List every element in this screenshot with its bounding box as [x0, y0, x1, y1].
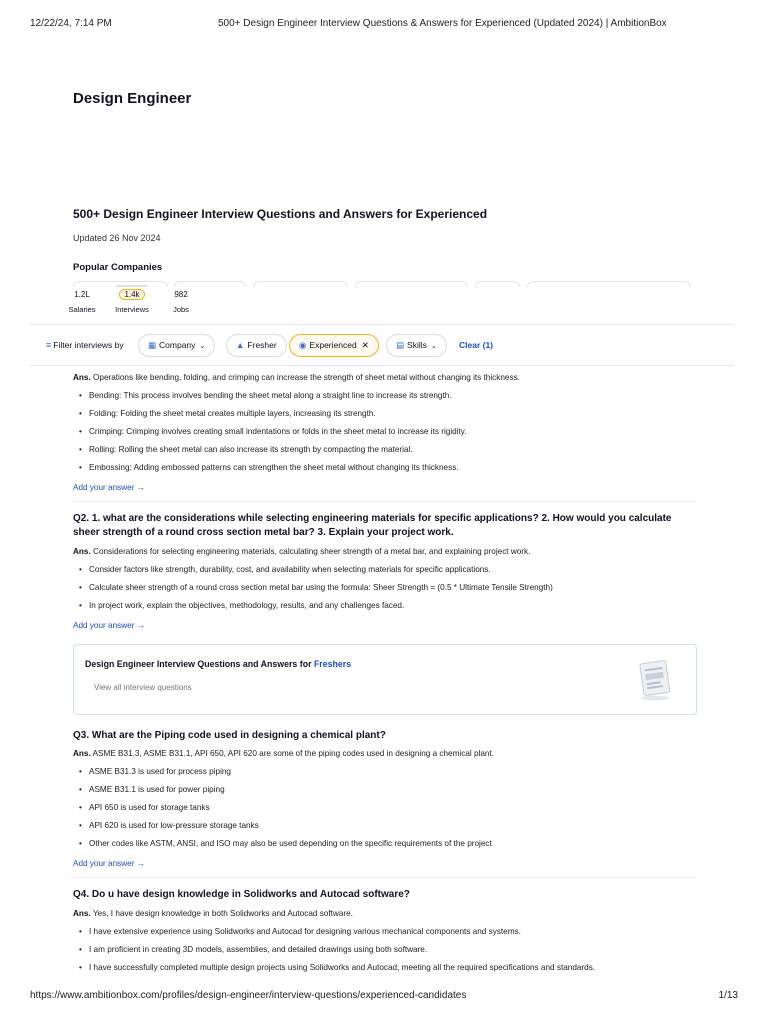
list-item: • ASME B31.3 is used for process piping [79, 766, 697, 778]
company-card[interactable] [355, 281, 468, 287]
page-heading: Design Engineer [73, 90, 192, 107]
answer-summary: Ans. Considerations for selecting engineering materials, calculating sheer strength of a metal bar, and explaining project work. [73, 547, 531, 556]
list-item: • In project work, explain the objectives, methodology, results, and any challenges faced. [79, 600, 697, 612]
list-item: • Crimping: Crimping involves creating small indentations or folds in the sheet metal to increase its rigidity. [79, 426, 697, 438]
list-item: • Calculate sheer strength of a round cross section metal bar using the formula: Sheer Strength = (0.5 * Ultimate Tensile Strength) [79, 582, 697, 594]
list-item: • I have successfully completed multiple design projects using Solidworks and Autocad, meeting all the required specifications and standards. [79, 962, 697, 974]
page-number: 1/13 [718, 990, 738, 1001]
company-card[interactable] [253, 281, 348, 287]
popular-companies-heading: Popular Companies [73, 262, 163, 273]
filter-label: ≡ Filter interviews by [46, 340, 124, 350]
answer-summary: Ans. Yes, I have design knowledge in both Solidworks and Autocad software. [73, 909, 353, 918]
divider [73, 501, 697, 502]
page-title: 500+ Design Engineer Interview Questions and Answers for Experienced [73, 207, 488, 221]
salaries-count: 1.2L [74, 290, 90, 299]
answer-points [79, 564, 697, 612]
tab-label: Salaries [68, 305, 96, 314]
question-title[interactable]: Q4. Do u have design knowledge in Solidworks and Autocad software? [73, 889, 410, 900]
company-card[interactable] [527, 281, 691, 287]
questions-list [73, 372, 697, 974]
tab-label: Interviews [115, 305, 149, 314]
list-item: • I have extensive experience using Solidworks and Autocad for designing various mechanical components and systems. [79, 926, 697, 938]
question-card-1 [73, 372, 697, 492]
interviews-count: 1.4k [119, 289, 144, 300]
fresher-filter-chip[interactable]: ▲ Fresher [226, 334, 287, 357]
building-icon: ▦ [148, 340, 157, 350]
clear-filters-button[interactable]: Clear (1) [459, 340, 494, 350]
print-url: https://www.ambitionbox.com/profiles/design-engineer/interview-questions/experienced-candidates [30, 990, 467, 1001]
freshers-promo-card[interactable] [73, 644, 697, 715]
chevron-down-icon: ⌄ [430, 343, 437, 350]
add-answer-link[interactable]: Add your answer → [73, 483, 145, 492]
print-footer [30, 990, 738, 1004]
graduation-cap-icon: ▲ [236, 340, 245, 350]
company-card[interactable] [475, 281, 520, 287]
document-icon: ▤ [396, 340, 405, 350]
answer-summary: Ans. ASME B31.3, ASME B31.1, API 650, API 620 are some of the piping codes used in designing a chemical plant. [73, 749, 495, 758]
question-title[interactable]: Q2. 1. what are the considerations while selecting engineering materials for specific applications? 2. How would you calculate sheer strength of a round cross section metal bar? 3. Explain your project work. [73, 513, 672, 538]
print-timestamp: 12/22/24, 7:14 PM [30, 18, 112, 29]
answer-points [79, 766, 697, 850]
document-illustration-icon [636, 659, 674, 701]
print-document-title: 500+ Design Engineer Interview Questions & Answers for Experienced (Updated 2024) | AmbitionBox [218, 18, 667, 29]
answer-points [79, 390, 697, 474]
experienced-filter-chip[interactable]: ◉ Experienced ✕ [289, 334, 379, 357]
list-item: • Consider factors like strength, durability, cost, and availability when selecting materials for specific applications. [79, 564, 697, 576]
list-item: • Folding: Folding the sheet metal creates multiple layers, increasing its strength. [79, 408, 697, 420]
tab-jobs[interactable] [159, 288, 203, 314]
list-item: • Bending: This process involves bending the sheet metal along a straight line to increase its strength. [79, 390, 697, 402]
tab-interviews[interactable] [110, 288, 154, 314]
skills-filter-dropdown[interactable]: ▤ Skills ⌄ [386, 334, 447, 357]
question-card-4 [73, 888, 697, 974]
tab-label: Jobs [173, 305, 189, 314]
filter-icon: ≡ [46, 340, 52, 350]
filter-bar [30, 324, 734, 366]
list-item: • API 650 is used for storage tanks [79, 802, 697, 814]
add-answer-link[interactable]: Add your answer → [73, 621, 145, 630]
list-item: • Embossing: Adding embossed patterns can strengthen the sheet metal without changing its thickness. [79, 462, 697, 474]
question-card-3 [73, 729, 697, 868]
company-card[interactable] [174, 281, 246, 287]
divider [73, 877, 697, 878]
answer-summary: Ans. Operations like bending, folding, and crimping can increase the strength of sheet metal without changing its thickness. [73, 373, 520, 382]
people-icon: ◉ [299, 340, 307, 350]
jobs-count: 982 [174, 290, 188, 299]
company-cards-row [73, 281, 693, 285]
question-title[interactable]: Q3. What are the Piping code used in designing a chemical plant? [73, 730, 386, 741]
company-filter-dropdown[interactable]: ▦ Company ⌄ [138, 334, 215, 357]
list-item: • I am proficient in creating 3D models, assemblies, and detailed drawings using both software. [79, 944, 697, 956]
print-header [30, 18, 738, 32]
list-item: • API 620 is used for low-pressure storage tanks [79, 820, 697, 832]
promo-title: Design Engineer Interview Questions and Answers for Freshers [85, 659, 352, 669]
updated-date: Updated 26 Nov 2024 [73, 233, 161, 243]
question-card-2 [73, 512, 697, 630]
answer-points [79, 926, 697, 974]
list-item: • Rolling: Rolling the sheet metal can also increase its strength by compacting the material. [79, 444, 697, 456]
close-icon[interactable]: ✕ [361, 340, 369, 350]
tab-salaries[interactable] [60, 288, 104, 314]
view-all-questions-link[interactable]: View all interview questions [94, 683, 192, 692]
list-item: • ASME B31.1 is used for power piping [79, 784, 697, 796]
chevron-down-icon: ⌄ [199, 343, 206, 350]
list-item: • Other codes like ASTM, ANSI, and ISO may also be used depending on the specific requirements of the project [79, 838, 697, 850]
add-answer-link[interactable]: Add your answer → [73, 859, 145, 868]
